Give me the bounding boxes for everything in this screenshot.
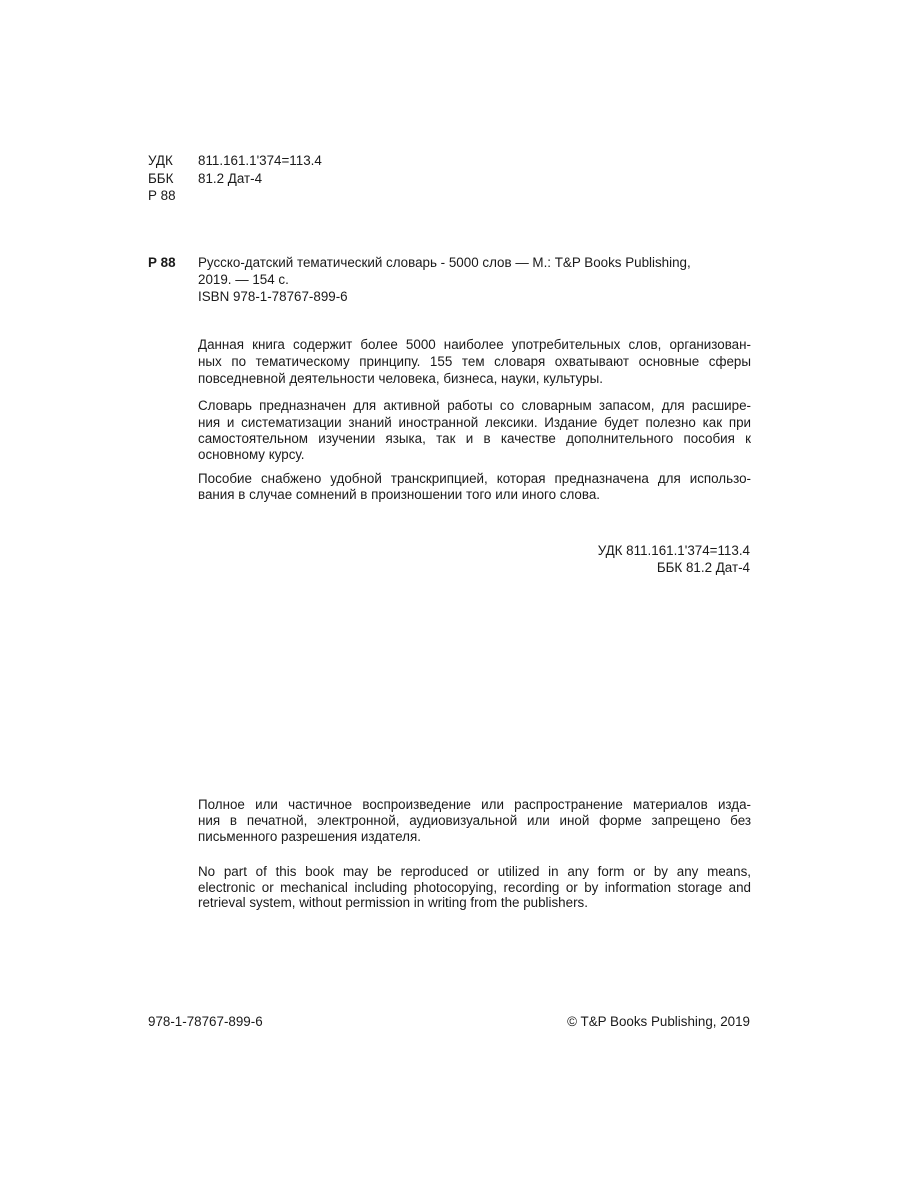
- annotation-p1-line: Данная книга содержит более 5000 наиболее употребительных слов, организован-: [198, 337, 751, 352]
- copyright-en-line: retrieval system, without permission in writing from the publishers.: [198, 895, 588, 910]
- annotation-p2-line: Словарь предназначен для активной работы со словарным запасом, для расшире-: [198, 398, 751, 413]
- footer-isbn: 978-1-78767-899-6: [148, 1014, 263, 1029]
- copyright-ru-line: ния в печатной, электронной, аудиовизуальной или иной форме запрещено без: [198, 813, 751, 828]
- udk-right: УДК 811.161.1'374=113.4: [597, 543, 750, 558]
- annotation-p2-line: самостоятельном изучении языка, так и в качестве дополнительного пособия к: [198, 431, 751, 446]
- annotation-p2-line: ния и систематизации знаний иностранной лексики. Издание будет полезно как при: [198, 415, 751, 430]
- udk-label: УДК: [148, 153, 173, 168]
- annotation-p3-line: Пособие снабжено удобной транскрипцией, которая предназначена для использо-: [198, 471, 751, 486]
- copyright-ru-line: Полное или частичное воспроизведение или распространение материалов изда-: [198, 797, 751, 812]
- footer-copyright: © T&P Books Publishing, 2019: [567, 1014, 750, 1029]
- copyright-en-line: No part of this book may be reproduced or utilized in any form or by any means,: [198, 864, 751, 879]
- catalog-entry-line: Русско-датский тематический словарь - 5000 слов — М.: T&P Books Publishing,: [198, 255, 691, 270]
- catalog-entry-mark: Р 88: [148, 255, 176, 270]
- copyright-ru-line: письменного разрешения издателя.: [198, 829, 421, 844]
- annotation-p1-line: ных по тематическому принципу. 155 тем словаря охватывают основные сферы: [198, 354, 751, 369]
- annotation-p1-line: повседневной деятельности человека, бизнеса, науки, культуры.: [198, 371, 603, 386]
- catalog-entry-isbn: ISBN 978-1-78767-899-6: [198, 289, 348, 304]
- bbk-value: 81.2 Дат-4: [198, 171, 263, 186]
- catalog-entry-line: 2019. — 154 с.: [198, 272, 289, 287]
- copyright-en-line: electronic or mechanical including photocopying, recording or by information storage and: [198, 880, 751, 895]
- bbk-right: ББК 81.2 Дат-4: [656, 560, 750, 575]
- udk-value: 811.161.1'374=113.4: [198, 153, 322, 168]
- author-mark: Р 88: [148, 188, 176, 203]
- annotation-p3-line: вания в случае сомнений в произношении того или иного слова.: [198, 487, 601, 502]
- annotation-p2-line: основному курсу.: [198, 447, 305, 462]
- bbk-label: ББК: [148, 171, 174, 186]
